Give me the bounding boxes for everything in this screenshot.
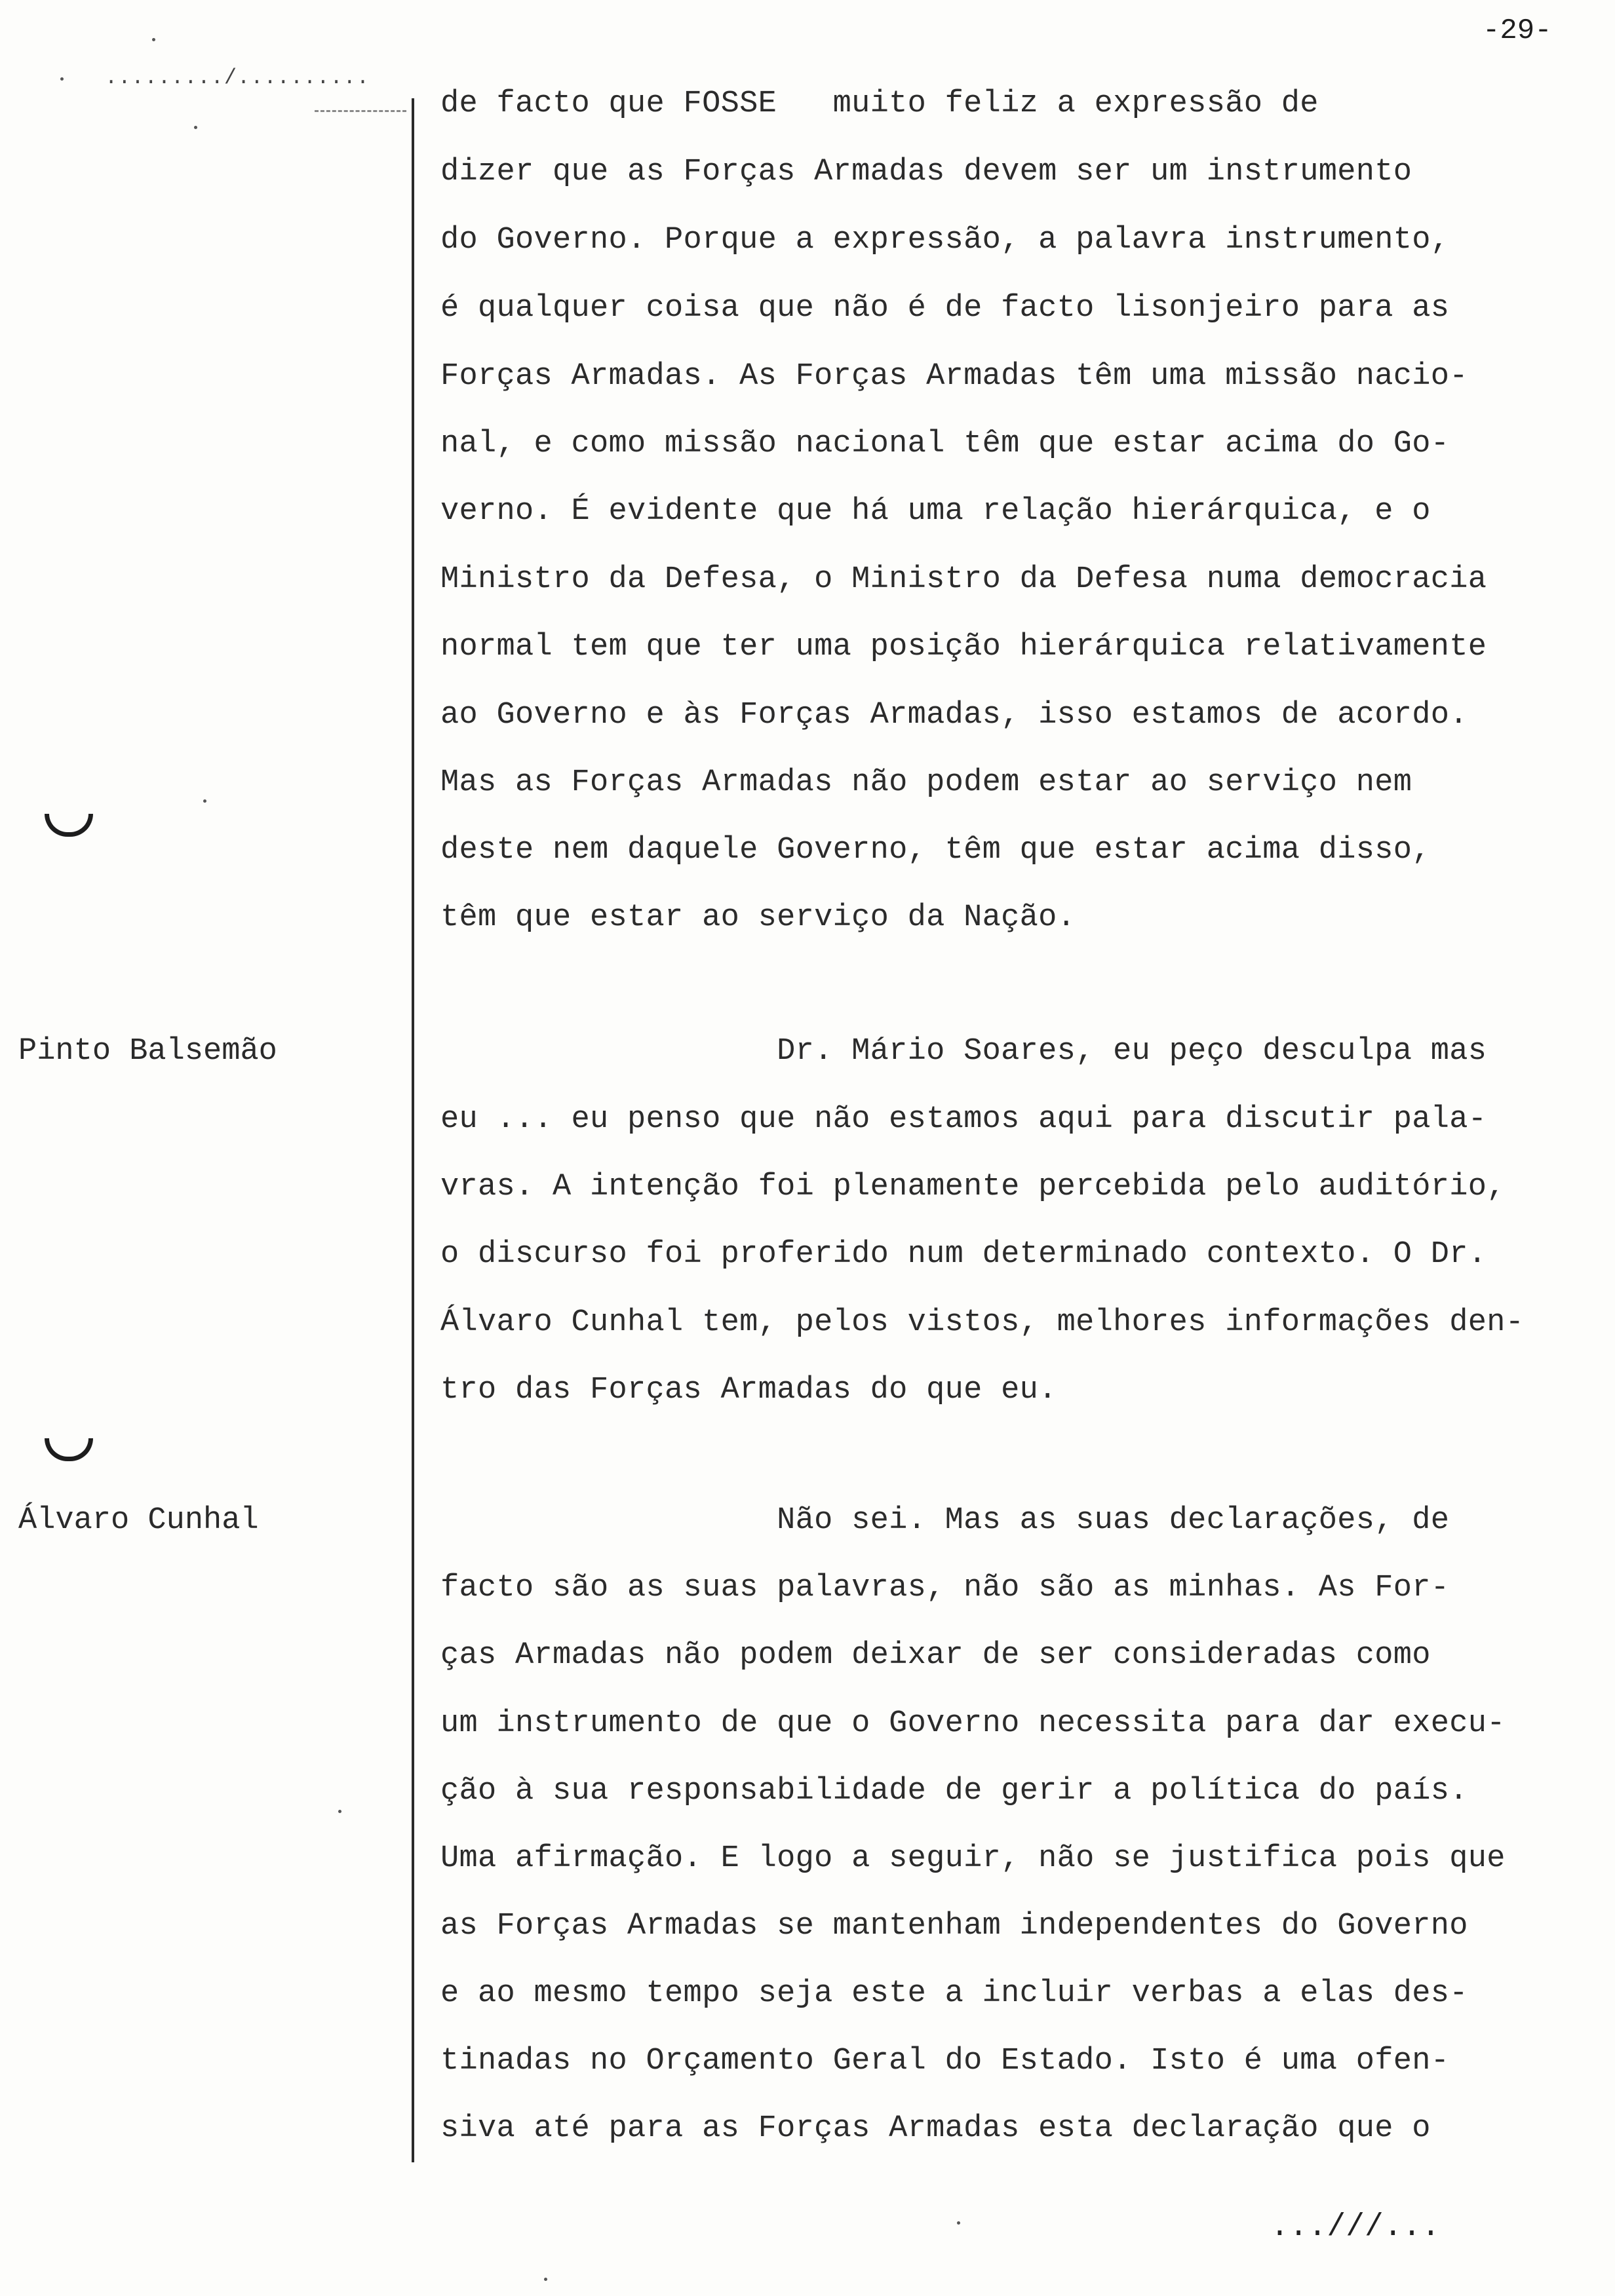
turn-mark bbox=[45, 1438, 93, 1461]
text-line: siva até para as Forças Armadas esta declaração que o bbox=[440, 2111, 1431, 2146]
text-line: Forças Armadas. As Forças Armadas têm uma missão nacio- bbox=[440, 359, 1468, 394]
text-line: verno. É evidente que há uma relação hierárquica, e o bbox=[440, 494, 1431, 529]
continuation-mark: ...///... bbox=[1270, 2210, 1441, 2245]
text-line: do Governo. Porque a expressão, a palavra instrumento, bbox=[440, 223, 1450, 258]
text-line: deste nem daquele Governo, têm que estar acima disso, bbox=[440, 833, 1431, 868]
text-line: ção à sua responsabilidade de gerir a política do país. bbox=[440, 1774, 1468, 1808]
text-line: facto são as suas palavras, não são as minhas. As For- bbox=[440, 1571, 1450, 1605]
text-line: normal tem que ter uma posição hierárquica relativamente bbox=[440, 630, 1487, 664]
text-line: Dr. Mário Soares, eu peço desculpa mas bbox=[440, 1034, 1487, 1069]
scan-speck bbox=[338, 1810, 341, 1813]
text-line: tro das Forças Armadas do que eu. bbox=[440, 1373, 1057, 1407]
text-line: as Forças Armadas se mantenham independentes do Governo bbox=[440, 1909, 1468, 1943]
text-line: e ao mesmo tempo seja este a incluir verbas a elas des- bbox=[440, 1976, 1468, 2011]
text-line: Uma afirmação. E logo a seguir, não se justifica pois que bbox=[440, 1841, 1506, 1876]
speaker-label: Pinto Balsemão bbox=[18, 1034, 277, 1069]
text-line: é qualquer coisa que não é de facto lisonjeiro para as bbox=[440, 291, 1450, 326]
text-line: têm que estar ao serviço da Nação. bbox=[440, 900, 1076, 935]
margin-rule bbox=[412, 98, 414, 2162]
text-line: nal, e como missão nacional têm que estar acima do Go- bbox=[440, 427, 1450, 461]
text-line: dizer que as Forças Armadas devem ser um instrumento bbox=[440, 155, 1412, 189]
text-line: ao Governo e às Forças Armadas, isso estamos de acordo. bbox=[440, 698, 1468, 733]
text-line: ças Armadas não podem deixar de ser consideradas como bbox=[440, 1638, 1431, 1673]
speaker-label: Álvaro Cunhal bbox=[18, 1503, 259, 1538]
text-line: Álvaro Cunhal tem, pelos vistos, melhores informações den- bbox=[440, 1305, 1525, 1340]
scan-speck bbox=[194, 126, 197, 129]
text-line: Ministro da Defesa, o Ministro da Defesa numa democracia bbox=[440, 562, 1487, 597]
scan-speck bbox=[203, 799, 206, 803]
margin-tick bbox=[315, 110, 406, 112]
scan-speck bbox=[957, 2221, 960, 2225]
turn-mark bbox=[45, 814, 93, 837]
text-line: de facto que FOSSE muito feliz a expressão de bbox=[440, 86, 1319, 121]
header-mark: ........./.......... bbox=[105, 66, 370, 90]
text-line: vras. A intenção foi plenamente percebida pelo auditório, bbox=[440, 1170, 1506, 1204]
text-line: eu ... eu penso que não estamos aqui para discutir pala- bbox=[440, 1102, 1487, 1137]
scan-speck bbox=[60, 77, 64, 81]
page-number: -29- bbox=[1483, 14, 1552, 47]
text-line: tinadas no Orçamento Geral do Estado. Isto é uma ofen- bbox=[440, 2044, 1450, 2078]
scan-speck bbox=[152, 38, 155, 41]
text-line: um instrumento de que o Governo necessita para dar execu- bbox=[440, 1706, 1506, 1741]
text-line: o discurso foi proferido num determinado contexto. O Dr. bbox=[440, 1237, 1487, 1272]
text-line: Mas as Forças Armadas não podem estar ao serviço nem bbox=[440, 765, 1412, 800]
text-line: Não sei. Mas as suas declarações, de bbox=[440, 1503, 1450, 1538]
scan-speck bbox=[544, 2278, 547, 2281]
